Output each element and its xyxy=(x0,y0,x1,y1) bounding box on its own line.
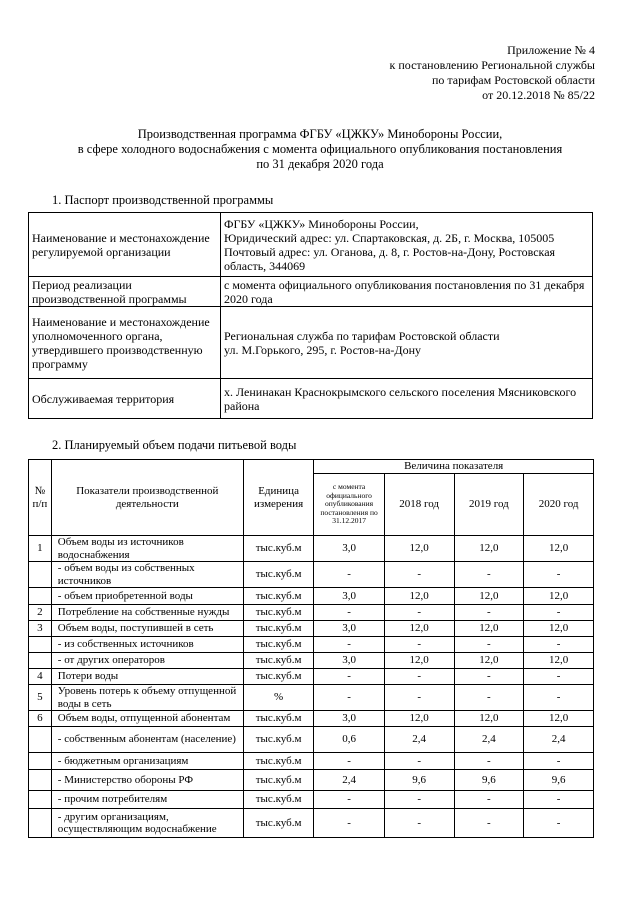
row-value: - xyxy=(384,685,454,711)
title-line: в сфере холодного водоснабжения с момента официального опубликования постановления xyxy=(77,142,563,156)
row-value: - xyxy=(524,605,594,621)
table-row xyxy=(29,770,594,791)
row-value: - xyxy=(384,605,454,621)
appendix-line: по тарифам Ростовской области xyxy=(431,73,595,87)
table-row xyxy=(29,588,594,605)
header-2018: 2018 год xyxy=(384,474,454,536)
table-row xyxy=(29,753,594,770)
row-indicator: Объем воды из источников водоснабжения xyxy=(51,536,243,562)
row-indicator: Уровень потерь к объему отпущенной воды в сеть xyxy=(51,685,243,711)
appendix-note xyxy=(295,43,595,103)
row-unit: тыс.куб.м xyxy=(243,809,314,838)
row-unit: тыс.куб.м xyxy=(243,770,314,791)
row-number xyxy=(29,727,52,753)
row-value: - xyxy=(524,753,594,770)
row-value: 12,0 xyxy=(384,536,454,562)
row-value: - xyxy=(524,791,594,809)
row-indicator: - Министерство обороны РФ xyxy=(51,770,243,791)
row-indicator: - от других операторов xyxy=(51,653,243,669)
table-row xyxy=(29,727,594,753)
row-value: 12,0 xyxy=(524,711,594,727)
table-row xyxy=(29,809,594,838)
passport-value xyxy=(221,277,593,307)
table-row xyxy=(29,536,594,562)
passport-value xyxy=(221,213,593,277)
header-unit: Единица измерения xyxy=(243,460,314,536)
row-value: 12,0 xyxy=(524,536,594,562)
row-value: 12,0 xyxy=(384,711,454,727)
row-unit: тыс.куб.м xyxy=(243,653,314,669)
row-indicator: - прочим потребителям xyxy=(51,791,243,809)
table-row xyxy=(29,791,594,809)
row-value: - xyxy=(314,791,384,809)
row-unit: тыс.куб.м xyxy=(243,711,314,727)
row-value: 3,0 xyxy=(314,711,384,727)
table-row xyxy=(29,621,594,637)
row-unit: % xyxy=(243,685,314,711)
row-unit: тыс.куб.м xyxy=(243,727,314,753)
row-value: - xyxy=(384,791,454,809)
row-value: - xyxy=(524,669,594,685)
passport-value-line: Почтовый адрес: ул. Оганова, д. 8, г. Ростов-на-Дону, Ростовская область, 344069 xyxy=(224,244,556,273)
row-value: 12,0 xyxy=(524,621,594,637)
row-indicator: - объем воды из собственных источников xyxy=(51,562,243,588)
row-number: 3 xyxy=(29,621,52,637)
row-value: - xyxy=(314,809,384,838)
header-row xyxy=(29,460,594,474)
row-number xyxy=(29,562,52,588)
header-indicator: Показатели производственной деятельности xyxy=(51,460,243,536)
passport-value xyxy=(221,379,593,419)
row-value: - xyxy=(384,562,454,588)
row-indicator: Потребление на собственные нужды xyxy=(51,605,243,621)
row-indicator: - бюджетным организациям xyxy=(51,753,243,770)
document-title xyxy=(30,127,610,172)
row-number: 5 xyxy=(29,685,52,711)
passport-label: Период реализации производственной программы xyxy=(29,277,221,307)
table-row xyxy=(29,669,594,685)
row-unit: тыс.куб.м xyxy=(243,669,314,685)
row-number xyxy=(29,809,52,838)
row-indicator: Объем воды, отпущенной абонентам xyxy=(51,711,243,727)
appendix-line: к постановлению Региональной службы xyxy=(389,58,595,72)
row-value: - xyxy=(314,605,384,621)
row-value: 12,0 xyxy=(454,588,524,605)
header-value-group: Величина показателя xyxy=(314,460,594,474)
row-unit: тыс.куб.м xyxy=(243,588,314,605)
row-value: - xyxy=(314,637,384,653)
row-value: - xyxy=(314,753,384,770)
row-value: - xyxy=(314,562,384,588)
row-value: - xyxy=(454,753,524,770)
passport-value xyxy=(221,307,593,379)
row-value: 9,6 xyxy=(524,770,594,791)
section2-heading: 2. Планируемый объем подачи питьевой воды xyxy=(52,438,297,452)
passport-row xyxy=(29,277,593,307)
row-value: 12,0 xyxy=(454,653,524,669)
row-unit: тыс.куб.м xyxy=(243,536,314,562)
header-2020: 2020 год xyxy=(524,474,594,536)
row-indicator: - из собственных источников xyxy=(51,637,243,653)
appendix-line: Приложение № 4 xyxy=(507,43,595,57)
row-value: - xyxy=(524,562,594,588)
row-unit: тыс.куб.м xyxy=(243,562,314,588)
row-value: 12,0 xyxy=(524,653,594,669)
row-value: - xyxy=(454,809,524,838)
row-value: 12,0 xyxy=(524,588,594,605)
row-value: 12,0 xyxy=(454,536,524,562)
water-volume-table xyxy=(28,459,594,838)
table-row xyxy=(29,605,594,621)
table-row xyxy=(29,653,594,669)
row-number: 4 xyxy=(29,669,52,685)
row-value: 2,4 xyxy=(314,770,384,791)
row-value: - xyxy=(384,753,454,770)
row-value: 3,0 xyxy=(314,588,384,605)
row-number xyxy=(29,588,52,605)
passport-value-line: ФГБУ «ЦЖКУ» Минобороны России, xyxy=(224,216,419,231)
passport-value-line: х. Ленинакан Краснокрымского сельского поселения Мясниковского района xyxy=(224,384,577,413)
row-unit: тыс.куб.м xyxy=(243,605,314,621)
passport-value-line: Региональная служба по тарифам Ростовской области xyxy=(224,328,500,343)
row-value: - xyxy=(314,669,384,685)
row-unit: тыс.куб.м xyxy=(243,753,314,770)
passport-label: Наименование и местонахождение уполномоченного органа, утвердившего производственную программу xyxy=(29,307,221,379)
row-number: 2 xyxy=(29,605,52,621)
row-value: 2,4 xyxy=(384,727,454,753)
row-value: 9,6 xyxy=(454,770,524,791)
row-number xyxy=(29,653,52,669)
row-unit: тыс.куб.м xyxy=(243,621,314,637)
row-value: - xyxy=(384,809,454,838)
row-value: - xyxy=(454,685,524,711)
row-value: 12,0 xyxy=(384,621,454,637)
row-value: 9,6 xyxy=(384,770,454,791)
row-unit: тыс.куб.м xyxy=(243,791,314,809)
table-row xyxy=(29,685,594,711)
row-indicator: - собственным абонентам (население) xyxy=(51,727,243,753)
row-value: - xyxy=(524,685,594,711)
section1-heading: 1. Паспорт производственной программы xyxy=(52,193,274,207)
passport-label: Обслуживаемая территория xyxy=(29,379,221,419)
row-value: - xyxy=(454,605,524,621)
row-value: 3,0 xyxy=(314,653,384,669)
row-value: - xyxy=(454,562,524,588)
table-body xyxy=(29,536,594,838)
row-number xyxy=(29,637,52,653)
row-value: - xyxy=(384,669,454,685)
passport-label: Наименование и местонахождение регулируемой организации xyxy=(29,213,221,277)
title-line: Производственная программа ФГБУ «ЦЖКУ» Минобороны России, xyxy=(137,127,503,141)
appendix-line: от 20.12.2018 № 85/22 xyxy=(482,88,595,102)
row-number: 1 xyxy=(29,536,52,562)
passport-value-line: с момента официального опубликования постановления по 31 декабря 2020 года xyxy=(224,277,585,306)
row-number xyxy=(29,770,52,791)
row-value: 12,0 xyxy=(384,653,454,669)
row-value: 2,4 xyxy=(454,727,524,753)
table-row xyxy=(29,637,594,653)
row-indicator: - объем приобретенной воды xyxy=(51,588,243,605)
header-num: № п/п xyxy=(29,460,52,536)
row-number xyxy=(29,791,52,809)
row-number: 6 xyxy=(29,711,52,727)
passport-row xyxy=(29,213,593,277)
passport-table xyxy=(28,212,593,419)
passport-row xyxy=(29,307,593,379)
row-value: 12,0 xyxy=(454,711,524,727)
row-number xyxy=(29,753,52,770)
row-value: 2,4 xyxy=(524,727,594,753)
row-indicator: - другим организациям, осуществляющим водоснабжение xyxy=(51,809,243,838)
row-value: - xyxy=(314,685,384,711)
row-value: 0,6 xyxy=(314,727,384,753)
row-value: - xyxy=(454,669,524,685)
passport-row xyxy=(29,379,593,419)
table-row xyxy=(29,562,594,588)
row-value: - xyxy=(524,637,594,653)
row-unit: тыс.куб.м xyxy=(243,637,314,653)
row-value: - xyxy=(384,637,454,653)
row-value: 12,0 xyxy=(384,588,454,605)
row-indicator: Потери воды xyxy=(51,669,243,685)
header-period0: с момента официального опубликования постановления по 31.12.2017 xyxy=(314,474,384,536)
table-row xyxy=(29,711,594,727)
row-value: 3,0 xyxy=(314,621,384,637)
row-value: 3,0 xyxy=(314,536,384,562)
row-value: - xyxy=(454,637,524,653)
passport-value-line: ул. М.Горького, 295, г. Ростов-на-Дону xyxy=(224,342,421,357)
title-line: по 31 декабря 2020 года xyxy=(256,157,384,171)
passport-value-line: Юридический адрес: ул. Спартаковская, д. 2Б, г. Москва, 105005 xyxy=(224,230,555,245)
header-2019: 2019 год xyxy=(454,474,524,536)
row-value: - xyxy=(524,809,594,838)
row-value: - xyxy=(454,791,524,809)
row-indicator: Объем воды, поступившей в сеть xyxy=(51,621,243,637)
row-value: 12,0 xyxy=(454,621,524,637)
